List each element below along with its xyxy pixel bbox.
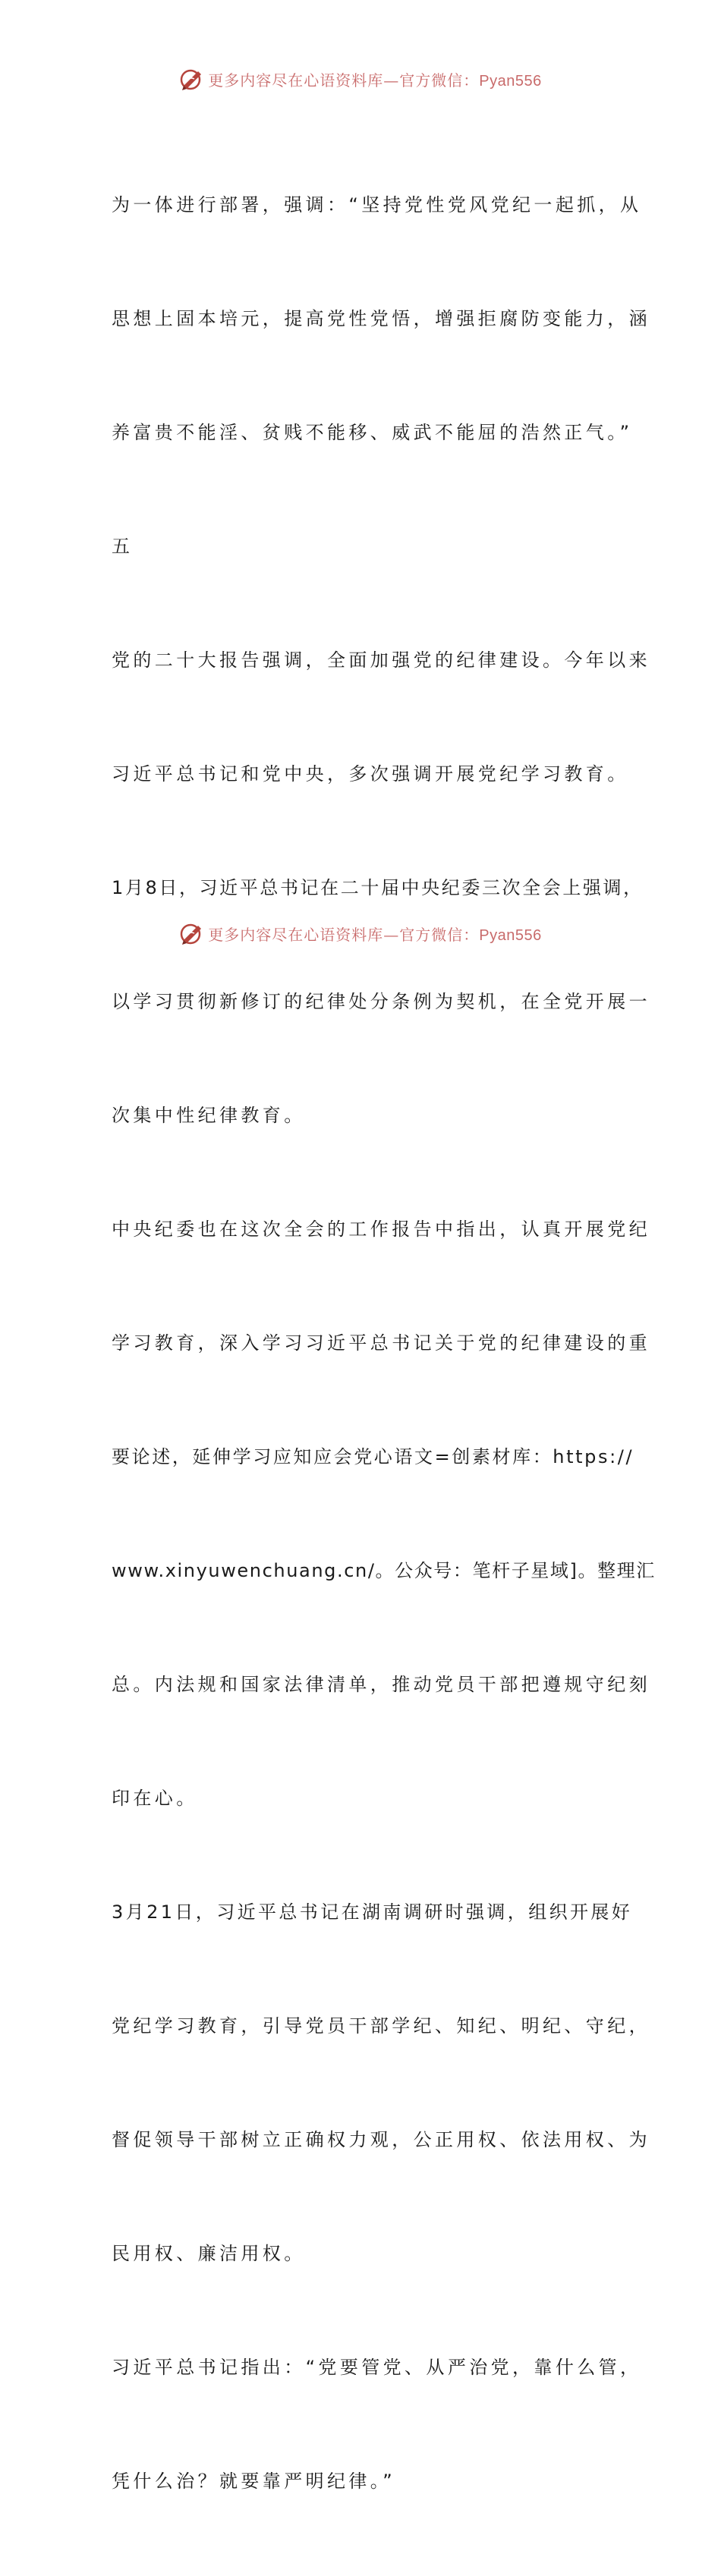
text-line: 凭什么治？就要靠严明纪律。” (112, 2471, 396, 2492)
text-line: 以学习贯彻新修订的纪律处分条例为契机，在全党开展一 (112, 991, 650, 1012)
document-body (112, 110, 656, 2576)
footer-banner (0, 918, 721, 948)
text-line: 督促领导干部树立正确权力观，公正用权、依法用权、为 (112, 2129, 650, 2150)
banner-text: 更多内容尽在心语资料库—官方微信：Pyan556 (208, 925, 542, 944)
banner-text: 更多内容尽在心语资料库—官方微信：Pyan556 (208, 71, 542, 90)
text-line: 养富贵不能淫、贫贱不能移、威武不能屈的浩然正气。” (112, 422, 633, 443)
paragraph-block (112, 110, 656, 2576)
text-line: 党纪学习教育，引导党员干部学纪、知纪、明纪、守纪， (112, 2015, 650, 2037)
section-number: 五 (112, 536, 134, 557)
text-line: 为一体进行部署，强调：“坚持党性党风党纪一起抓，从 (112, 194, 642, 215)
text-line: 要论述，延伸学习应知应会党心语文=创素材库：https:// (112, 1446, 634, 1467)
text-line: 习近平总书记指出：“党要管党、从严治党，靠什么管， (112, 2357, 642, 2378)
text-line: 习近平总书记和党中央，多次强调开展党纪学习教育。 (112, 763, 629, 785)
text-line: www.xinyuwenchuang.cn/。公众号：笔杆子星域]。整理汇 (112, 1560, 656, 1581)
text-line: 中央纪委也在这次全会的工作报告中指出，认真开展党纪 (112, 1219, 650, 1240)
pen-logo-icon (179, 920, 205, 946)
text-line: 印在心。 (112, 1788, 198, 1809)
text-line: 1月8日，习近平总书记在二十届中央纪委三次全会上强调， (112, 877, 644, 898)
text-line: 党的二十大报告强调，全面加强党的纪律建设。今年以来 (112, 650, 650, 671)
text-line: 思想上固本培元，提高党性党悟，增强拒腐防变能力，涵 (112, 308, 650, 329)
header-banner (0, 64, 721, 94)
pen-logo-icon (179, 66, 205, 92)
text-line: 学习教育，深入学习习近平总书记关于党的纪律建设的重 (112, 1332, 650, 1354)
text-line: 总。内法规和国家法律清单，推动党员干部把遵规守纪刻 (112, 1674, 650, 1695)
text-line: 3月21日，习近平总书记在湖南调研时强调，组织开展好 (112, 1901, 633, 1923)
text-line: 次集中性纪律教育。 (112, 1105, 306, 1126)
text-line: 民用权、廉洁用权。 (112, 2243, 306, 2264)
